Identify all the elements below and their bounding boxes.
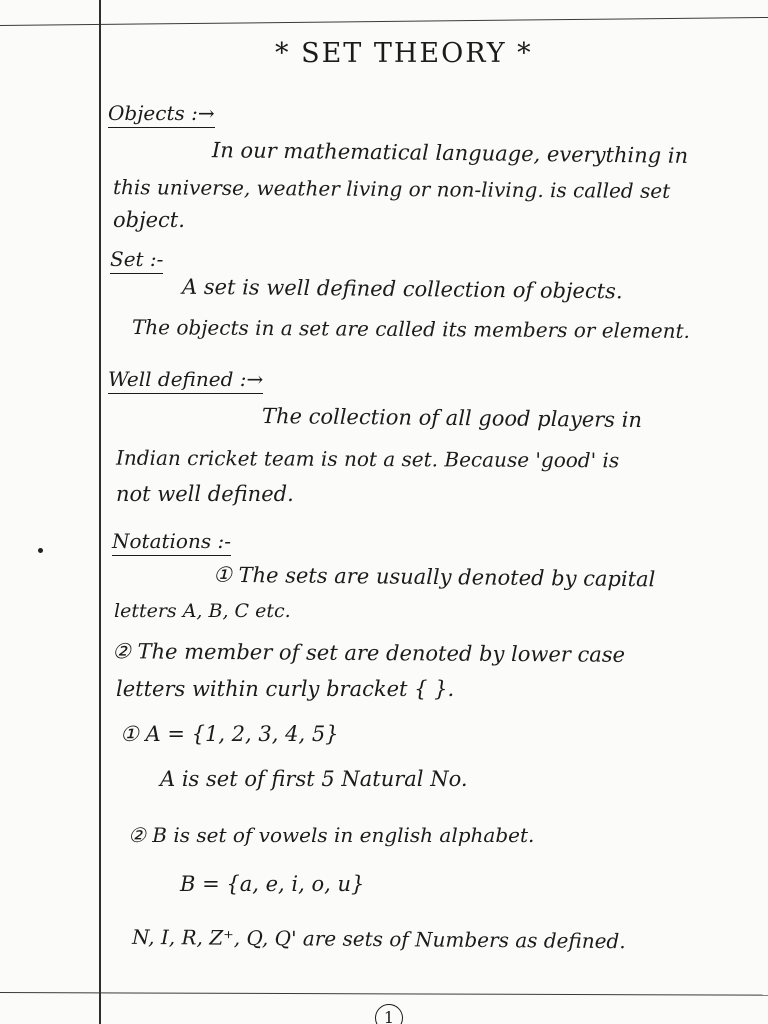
well-defined-line-2: Indian cricket team is not a set. Because 'good' is: [115, 445, 620, 473]
heading-well-defined: [108, 366, 263, 392]
objects-line-2: this universe, weather living or non-living. is called set: [112, 175, 671, 203]
margin-line: [99, 0, 101, 1024]
notations-line-2: letters A, B, C etc.: [114, 600, 291, 622]
heading-notations: [112, 528, 231, 554]
notations-line-1: ① The sets are usually denoted by capital: [212, 562, 656, 592]
heading-objects-text: Objects :→: [108, 101, 215, 128]
example-1-description: A is set of first 5 Natural No.: [160, 767, 468, 791]
number-sets-line: N, I, R, Z⁺, Q, Q' are sets of Numbers as defined.: [131, 924, 626, 954]
notations-line-4: letters within curly bracket { }.: [116, 677, 455, 701]
example-2-description: ② B is set of vowels in english alphabet.: [128, 823, 535, 847]
heading-notations-text: Notations :-: [112, 529, 231, 556]
margin-dot: [38, 548, 43, 553]
top-rule-line: [0, 17, 768, 26]
heading-set-text: Set :-: [110, 247, 163, 274]
well-defined-line-3: not well defined.: [116, 482, 294, 506]
heading-set: [110, 246, 163, 272]
bottom-rule-line: [0, 992, 768, 996]
set-line-2: The objects in a set are called its members or element.: [131, 315, 690, 343]
notations-line-3: ② The member of set are denoted by lower case: [111, 639, 626, 667]
set-line-1: A set is well defined collection of objects.: [181, 274, 623, 304]
example-2-set: B = {a, e, i, o, u}: [180, 872, 365, 896]
heading-well-defined-text: Well defined :→: [108, 367, 263, 394]
heading-objects: [108, 100, 215, 126]
page-title: * SET THEORY *: [275, 38, 533, 69]
well-defined-line-1: The collection of all good players in: [261, 404, 643, 432]
page-number: 1: [375, 1004, 403, 1024]
objects-line-1: In our mathematical language, everything in: [211, 138, 689, 168]
example-1-set: ① A = {1, 2, 3, 4, 5}: [120, 722, 339, 746]
objects-line-3: object.: [113, 208, 185, 232]
